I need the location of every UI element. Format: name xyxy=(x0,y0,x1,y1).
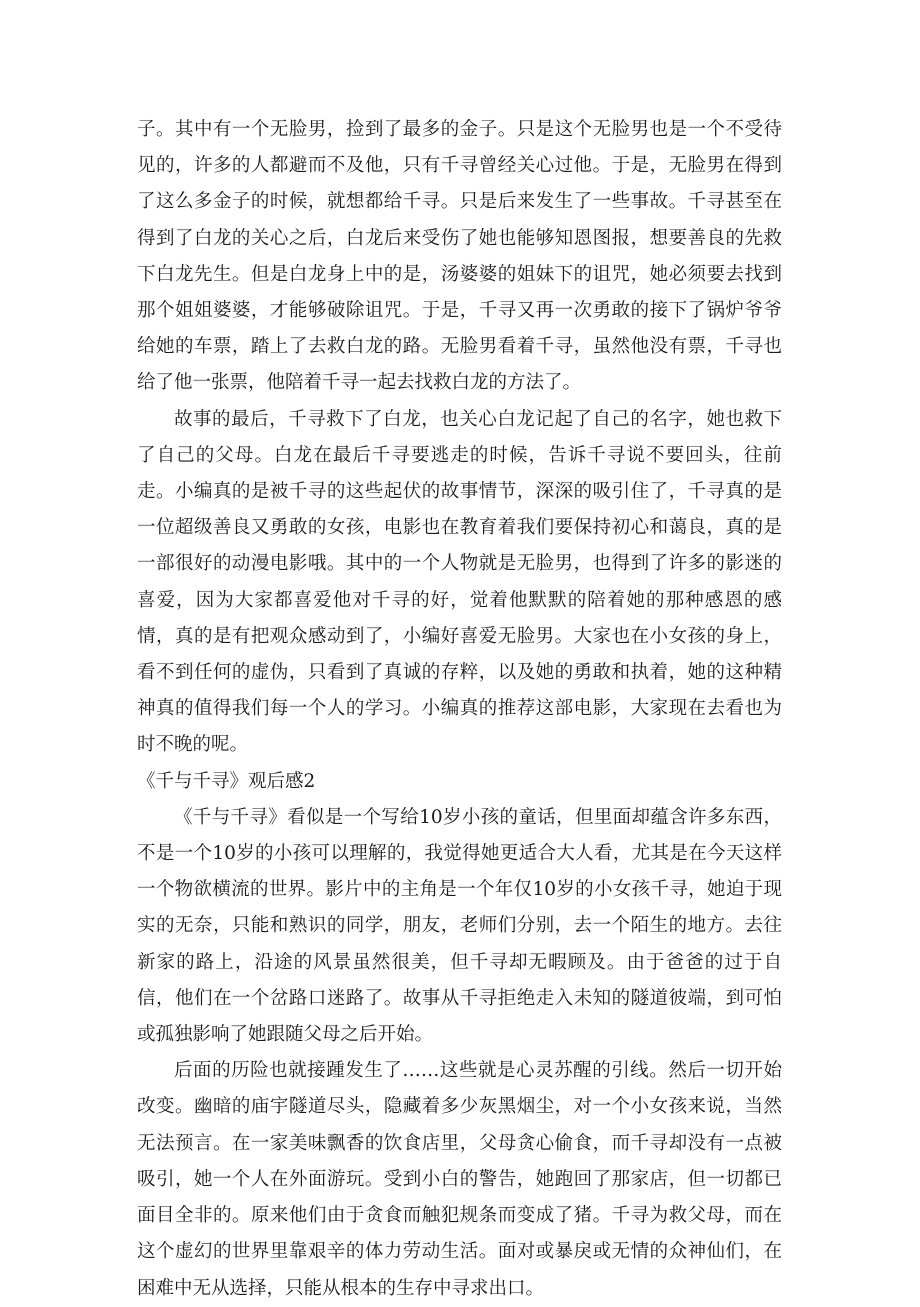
paragraph-ending-summary: 故事的最后，千寻救下了白龙，也关心白龙记起了自己的名字，她也救下了自己的父母。白龙在最后千寻要逃走的时候，告诉千寻说不要回头，往前走。小编真的是被千寻的这些起伏的故事情节，深深的吸引住了，千寻真的是一位超级善良又勇敢的女孩，电影也在教育着我们要保持初心和蔼良，真的是一部很好的动漫电影哦。其中的一个人物就是无脸男，也得到了许多的影迷的喜爱，因为大家都喜爱他对千寻的好，觉着他默默的陪着她的那种感恩的感情，真的是有把观众感动到了，小编好喜爱无脸男。大家也在小女孩的身上，看不到任何的虚伪，只看到了真诚的存粹，以及她的勇敢和执着，她的这种精神真的值得我们每一个人的学习。小编真的推荐这部电影，大家现在去看也为时不晚的呢。 xyxy=(137,408,782,756)
paragraph-review-intro: 《千与千寻》看似是一个写给10岁小孩的童话，但里面却蕴含许多东西，不是一个10岁的小孩可以理解的，我觉得她更适合大人看，尤其是在今天这样一个物欲横流的世界。影片中的主角是一个年仅10岁的小女孩千寻，她迫于现实的无奈，只能和熟识的同学，朋友，老师们分别，去一个陌生的地方。去往新家的路上，沿途的风景虽然很美，但千寻却无暇顾及。由于爸爸的过于自信，他们在一个岔路口迷路了。故事从千寻拒绝走入未知的隧道彼端，到可怕或孤独影响了她跟随父母之后开始。 xyxy=(137,806,782,1046)
document-body xyxy=(137,112,782,1307)
paragraph-adventure: 后面的历险也就接踵发生了……这些就是心灵苏醒的引线。然后一切开始改变。幽暗的庙宇隧道尽头，隐藏着多少灰黑烟尘，对一个小女孩来说，当然无法预言。在一家美味飘香的饮食店里，父母贪心偷食，而千寻却没有一点被吸引，她一个人在外面游玩。受到小白的警告，她跑回了那家店，但一切都已面目全非的。原来他们由于贪食而触犯规条而变成了猪。千寻为救父母，而在这个虚幻的世界里靠艰辛的体力劳动生活。面对或暴戾或无情的众神仙们，在困难中无从选择，只能从根本的生存中寻求出口。 xyxy=(137,1060,782,1299)
section-subtitle: 《千与千寻》观后感2 xyxy=(137,770,316,792)
paragraph-continued: 子。其中有一个无脸男，捡到了最多的金子。只是这个无脸男也是一个不受待见的，许多的人都避而不及他，只有千寻曾经关心过他。于是，无脸男在得到了这么多金子的时候，就想都给千寻。只是后来发生了一些事故。千寻甚至在得到了白龙的关心之后，白龙后来受伤了她也能够知恩图报，想要善良的先救下白龙先生。但是白龙身上中的是，汤婆婆的姐妹下的诅咒，她必须要去找到那个姐姐婆婆，才能够破除诅咒。于是，千寻又再一次勇敢的接下了锅炉爷爷给她的车票，踏上了去救白龙的路。无脸男看着千寻，虽然他没有票，千寻也给了他一张票，他陪着千寻一起去找救白龙的方法了。 xyxy=(137,119,782,394)
